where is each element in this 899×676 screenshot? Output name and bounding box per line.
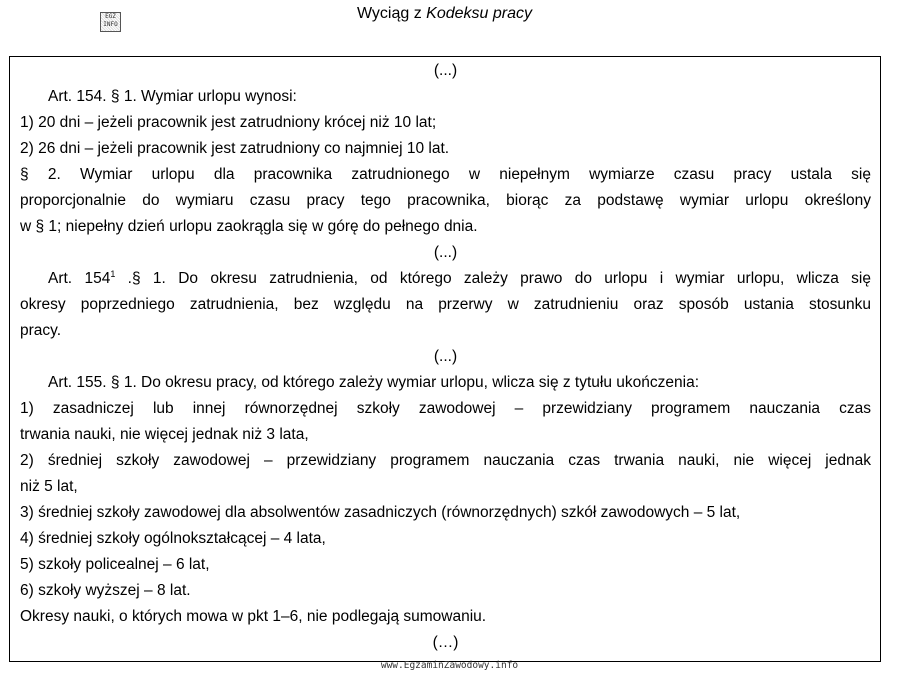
art-154-heading: Art. 154. § 1. Wymiar urlopu wynosi: [48, 88, 297, 105]
list-item: 4) średniej szkoły ogólnokształcącej – 4 lata, [20, 530, 326, 547]
ellipsis: (...) [433, 348, 458, 365]
paragraph-line: w § 1; niepełny dzień urlopu zaokrągla się w górę do pełnego dnia. [20, 218, 478, 235]
art-155-heading: Art. 155. § 1. Do okresu pracy, od którego zależy wymiar urlopu, wlicza się z tytułu ukończenia: [48, 374, 700, 391]
list-item: 6) szkoły wyższej – 8 lat. [20, 582, 191, 599]
ellipsis: (…) [432, 634, 459, 651]
paragraph-line: § 2. Wymiar urlopu dla pracownika zatrudnionego w niepełnym wymiarze czasu pracy ustala się [20, 166, 871, 183]
ellipsis: (...) [433, 62, 458, 79]
list-item: 1) 20 dni – jeżeli pracownik jest zatrudniony krócej niż 10 lat; [20, 114, 437, 131]
list-item: 3) średniej szkoły zawodowej dla absolwentów zasadniczych (równorzędnych) szkół zawodowych – 5 lat, [20, 504, 741, 521]
list-item: niż 5 lat, [20, 478, 78, 495]
paragraph-line: pracy. [20, 322, 62, 339]
list-item: 2) 26 dni – jeżeli pracownik jest zatrudniony co najmniej 10 lat. [20, 140, 450, 157]
paragraph-line: Okresy nauki, o których mowa w pkt 1–6, nie podlegają sumowaniu. [20, 608, 487, 625]
document-box [9, 56, 881, 662]
logo-icon: EGZ INFO [100, 12, 121, 32]
footer-url: www.EgzaminZawodowy.info [380, 660, 519, 671]
page-title: Wyciąg z Kodeksu pracy [356, 5, 533, 22]
art-154-1-heading: Art. $154^1$ .§ 1. Do okresu zatrudnienia, od którego zależy prawo do urlopu i wymiar urlopu, wlicza się [48, 269, 871, 287]
list-item: 2) średniej szkoły zawodowej – przewidziany programem nauczania czas trwania nauki, nie więcej jednak [20, 452, 871, 469]
list-item: 1) zasadniczej lub innej równorzędnej szkoły zawodowej – przewidziany programem nauczania czas [20, 400, 871, 417]
ellipsis: (...) [433, 244, 458, 261]
paragraph-line: proporcjonalnie do wymiaru czasu pracy tego pracownika, biorąc za podstawę wymiar urlopu określony [20, 192, 871, 209]
paragraph-line: okresy poprzedniego zatrudnienia, bez względu na przerwy w zatrudnieniu oraz sposób ustania stosunku [20, 296, 871, 313]
list-item: trwania nauki, nie więcej jednak niż 3 lata, [20, 426, 309, 443]
list-item: 5) szkoły policealnej – 6 lat, [20, 556, 210, 573]
